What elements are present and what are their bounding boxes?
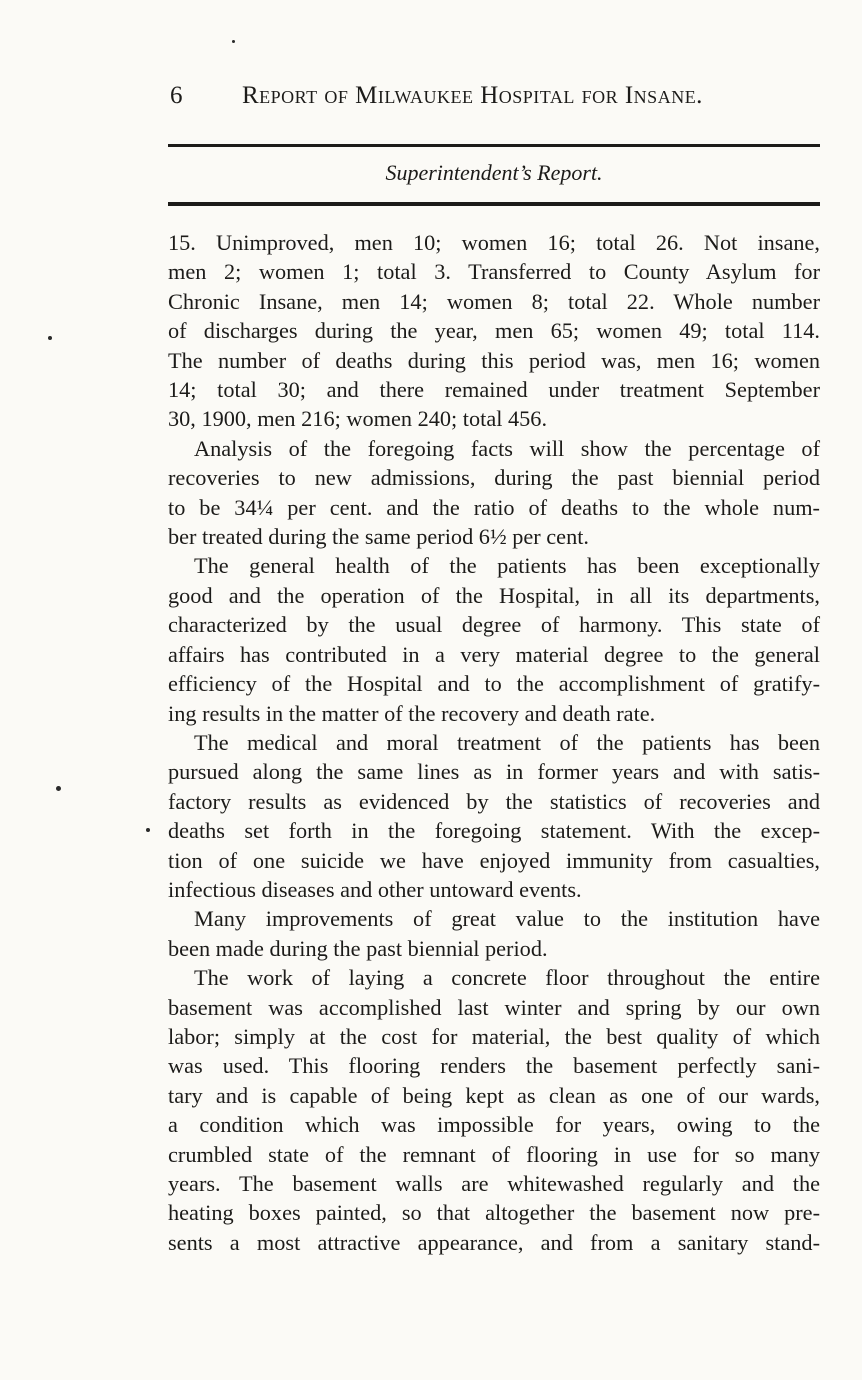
text-line: The work of laying a concrete floor throughout the entire (194, 965, 820, 991)
scan-speck (146, 828, 150, 832)
text-line: sents a most attractive appearance, and from a sanitary stand- (168, 1229, 820, 1255)
header-rule-bottom (168, 202, 820, 206)
running-title: Report of Milwaukee Hospital for Insane. (242, 82, 703, 109)
text-line: tary and is capable of being kept as clean as one of our wards, (168, 1082, 820, 1108)
text-line: recoveries to new admissions, during the past biennial period (168, 465, 820, 491)
text-line: Chronic Insane, men 14; women 8; total 22. Whole number (168, 288, 820, 314)
text-line: infectious diseases and other untoward events. (168, 876, 582, 902)
text-line: men 2; women 1; total 3. Transferred to County Asylum for (168, 259, 820, 285)
text-line: Many improvements of great value to the institution have (194, 906, 820, 932)
text-line: labor; simply at the cost for material, the best quality of which (168, 1023, 820, 1049)
section-heading: Superintendent’s Report. (385, 160, 603, 185)
text-line: pursued along the same lines as in former years and with satis- (168, 759, 820, 785)
text-line: to be 34¼ per cent. and the ratio of deaths to the whole num- (168, 494, 820, 520)
text-line: affairs has contributed in a very material degree to the general (168, 641, 820, 667)
text-line: basement was accomplished last winter and spring by our own (168, 994, 820, 1020)
text-line: Analysis of the foregoing facts will show the percentage of (194, 435, 820, 461)
text-line: crumbled state of the remnant of flooring in use for so many (168, 1141, 820, 1167)
text-line: 14; total 30; and there remained under treatment September (168, 377, 820, 403)
body-text (168, 228, 820, 1257)
text-line: The number of deaths during this period was, men 16; women (168, 347, 820, 373)
text-line: a condition which was impossible for years, owing to the (168, 1112, 820, 1138)
scan-speck (48, 336, 52, 340)
text-line: deaths set forth in the foregoing statement. With the excep- (168, 818, 820, 844)
text-line: characterized by the usual degree of harmony. This state of (168, 612, 820, 638)
text-line: was used. This flooring renders the basement perfectly sani- (168, 1053, 820, 1079)
text-line: The general health of the patients has been exceptionally (194, 553, 820, 579)
text-line: 15. Unimproved, men 10; women 16; total 26. Not insane, (168, 230, 820, 255)
text-line: heating boxes painted, so that altogether the basement now pre- (168, 1200, 820, 1226)
text-line: tion of one suicide we have enjoyed immunity from casualties, (168, 847, 820, 873)
page-number: 6 (170, 82, 183, 109)
text-line: efficiency of the Hospital and to the accomplishment of gratify- (168, 671, 820, 697)
text-line: ing results in the matter of the recovery and death rate. (168, 700, 656, 726)
text-line: years. The basement walls are whitewashed regularly and the (168, 1171, 820, 1196)
text-line: factory results as evidenced by the statistics of recoveries and (168, 788, 820, 814)
running-head (168, 78, 820, 118)
text-line: ber treated during the same period 6½ per cent. (168, 524, 589, 550)
header-rule-top (168, 144, 820, 147)
scan-speck (232, 40, 235, 43)
report-page (168, 78, 820, 1255)
text-line: been made during the past biennial period. (168, 935, 548, 961)
scan-speck (56, 786, 61, 791)
text-line: of discharges during the year, men 65; women 49; total 114. (168, 318, 820, 344)
text-line: good and the operation of the Hospital, in all its departments, (168, 582, 820, 608)
text-line: 30, 1900, men 216; women 240; total 456. (168, 406, 548, 432)
text-line: The medical and moral treatment of the patients has been (194, 729, 820, 755)
